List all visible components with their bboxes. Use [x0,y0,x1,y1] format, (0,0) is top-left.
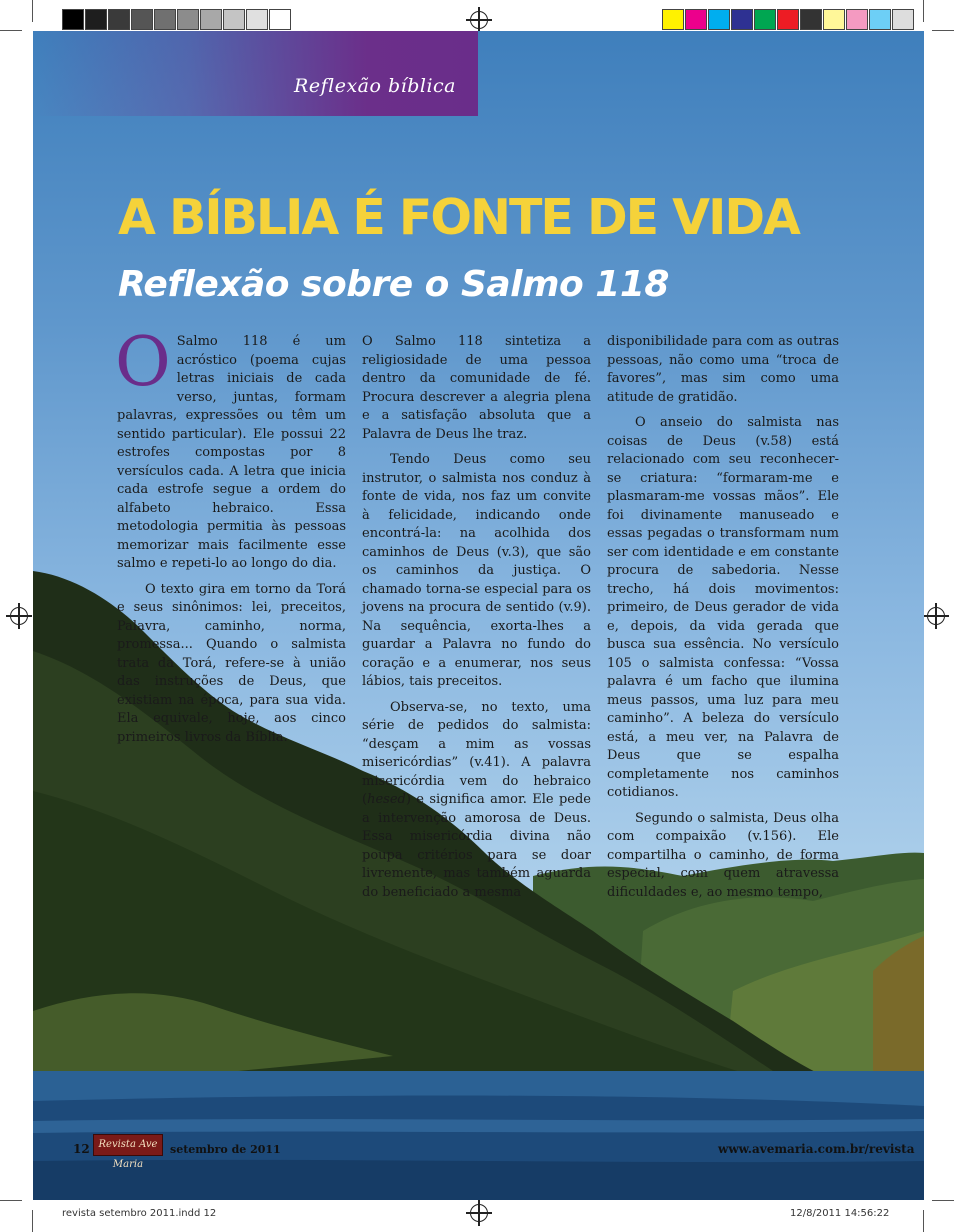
paragraph: Tendo Deus como seu instrutor, o salmista nos conduz à fonte de vida, nos faz um convite à felicidade, indicando onde encontrá-la: na acolhida dos caminhos de Deus (v.3), que são os caminhos da justiça. O chamado torna-se especial para os jovens na procura de sentido (v.9). Na sequência, exorta-lhes a guardar a Palavra no fundo do coração e a enumerar, nos seus lábios, tais preceitos. [362,452,591,689]
crop-mark [32,1210,33,1232]
registration-mark-top [470,11,488,29]
text-column-1 [115,323,346,754]
article-title: A BÍBLIA É FONTE DE VIDA [118,189,799,246]
drop-cap: O [115,323,171,402]
crop-mark [32,0,33,22]
paragraph [362,699,591,903]
registration-mark-right [927,607,945,625]
article-subtitle: Reflexão sobre o Salmo 118 [118,264,669,305]
section-label: Reflexão bíblica [294,75,456,97]
magazine-logo: Revista Ave Maria [93,1134,163,1156]
file-slug: revista setembro 2011.indd 12 [62,1208,217,1219]
magazine-page [33,31,924,1200]
paragraph: disponibilidade para com as outras pessoas, não como uma “troca de favores”, mas sim como uma atitude de gratidão. [607,334,839,405]
website-link[interactable]: www.avemaria.com.br/revista [718,1142,915,1156]
hebrew-term: hesed [367,792,406,807]
issue-date: setembro de 2011 [170,1143,281,1156]
paragraph: Segundo o salmista, Deus olha com compaixão (v.156). Ele compartilha o caminho, de forma especial, com quem atravessa dificuldades e, ao mesmo tempo, [607,810,839,900]
crop-mark [932,1200,954,1201]
page-number: 12 [73,1142,90,1156]
crop-mark [923,0,924,22]
paragraph: O texto gira em torno da Torá e seus sinônimos: lei, preceitos, Palavra, caminho, norma, promessa... Quando o salmista trata da Torá, refere-se à união das instruções de Deus, que existiam na época, para sua vida. Ela equivale, hoje, aos cinco primeiros livros da Bíblia. [117,581,346,745]
section-header [33,31,478,116]
registration-mark-bottom [470,1204,488,1222]
print-timestamp: 12/8/2011 14:56:22 [790,1208,890,1219]
crop-mark [923,1210,924,1232]
grayscale-bar [62,9,313,30]
crop-mark [0,30,22,31]
crop-mark [0,1200,22,1201]
crop-mark [932,30,954,31]
color-bar [662,9,915,30]
paragraph: O anseio do salmista nas coisas de Deus (v.58) está relacionado com seu reconhecer-se criatura: “formaram-me e plasmaram-me vossas mãos”. Ele foi divinamente manuseado e essas pegadas o transformam num ser com identidade e em constante procura de sabedoria. Nesse trecho, há dois movimentos: primeiro, de Deus gerador de vida e, depois, da vida gerada que busca sua essência. No versículo 105 o salmista confessa: “Vossa palavra é um facho que ilumina meus passos, uma luz para meu caminho”. A beleza do versículo está, a meu ver, na Palavra de Deus que se espalha completamente nos caminhos cotidianos. [607,415,839,800]
registration-mark-left [10,607,28,625]
paragraph-text: ) e significa amor. Ele pede a intervenção amorosa de Deus. Essa misericórdia divina não poupa critérios para se doar livremente, mas também aguarda do beneficiado a mesma [362,792,591,900]
paragraph-text: Salmo 118 é um acróstico (poema cujas letras iniciais de cada verso, juntas, formam palavras, expressões ou têm um sentido particular). Ele possui 22 estrofes compostas por 8 versículos cada. A letra que inicia cada estrofe segue a ordem do alfabeto hebraico. Essa metodologia permitia às pessoas memorizar mais facilmente esse salmo e repeti-lo ao longo do dia. [117,334,346,571]
paragraph: O Salmo 118 sintetiza a religiosidade de uma pessoa dentro da comunidade de fé. Procura descrever a alegria plena e a satisfação absoluta que a Palavra de Deus lhe traz. [362,334,591,442]
paragraph [115,323,346,574]
text-column-3 [607,333,839,909]
text-column-2 [362,333,591,909]
paragraph-text: Observa-se, no texto, uma série de pedidos do salmista: “desçam a mim as vossas misericórdias” (v.41). A palavra misericórdia vem do hebraico ( [362,699,591,807]
